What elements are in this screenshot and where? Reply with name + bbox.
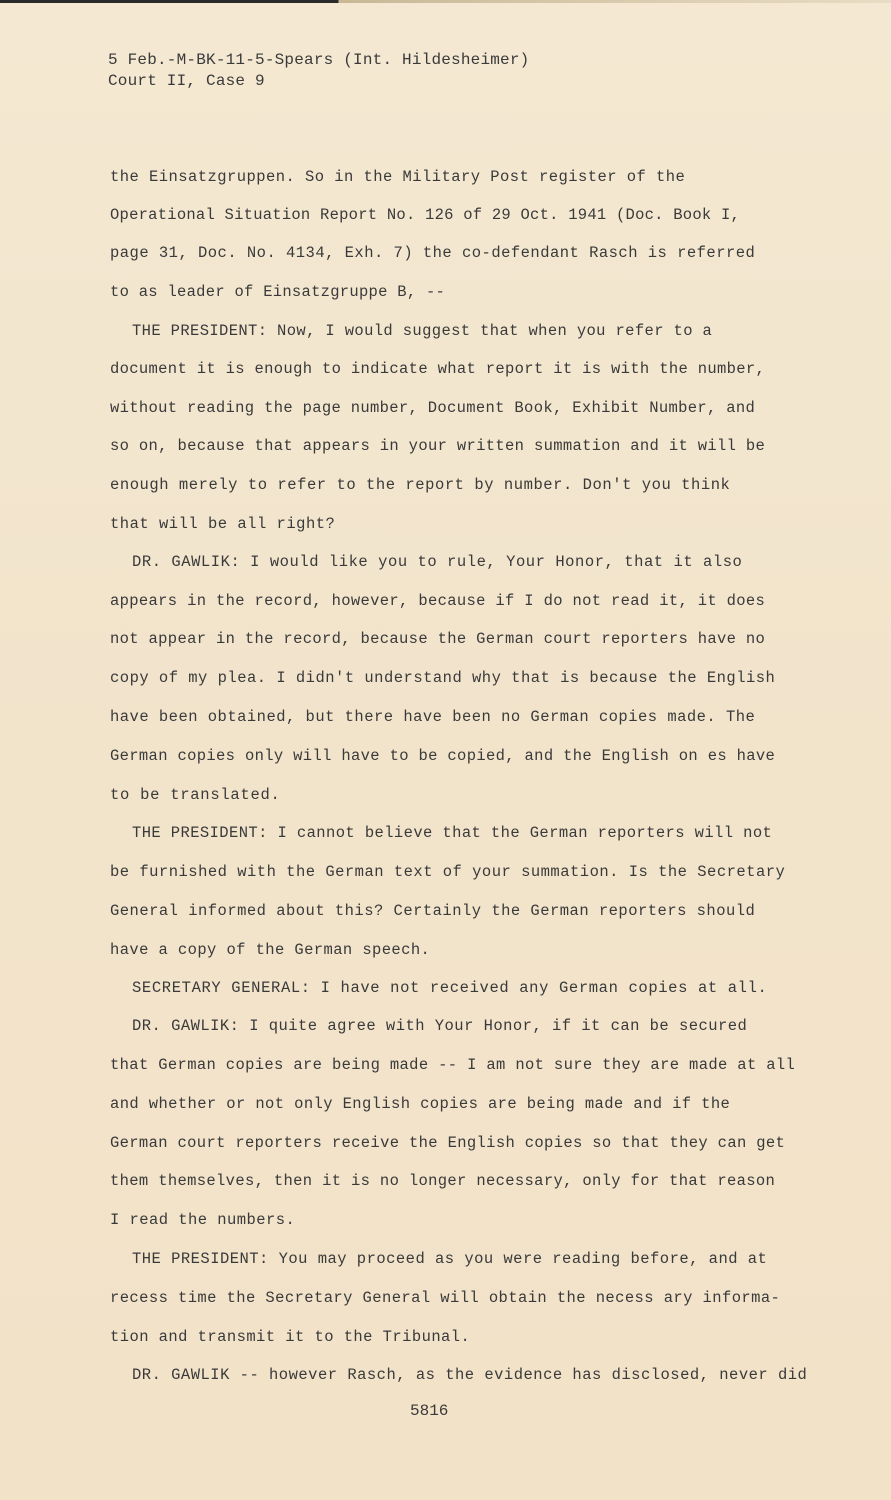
scan-top-edge — [0, 0, 891, 3]
text-line: tion and transmit it to the Tribunal. — [110, 1328, 471, 1346]
text-line: that will be all right? — [110, 515, 336, 533]
text-line: enough merely to refer to the report by number. Don't you think — [110, 476, 731, 494]
speaker-line: SECRETARY GENERAL: I have not received any German copies at all. — [132, 979, 768, 997]
text-line: I read the numbers. — [110, 1211, 296, 1229]
speaker-line: THE PRESIDENT: Now, I would suggest that when you refer to a — [132, 322, 713, 340]
text-line: have been obtained, but there have been no German copies made. The — [110, 708, 756, 726]
header-line-2: Court II, Case 9 — [108, 72, 265, 90]
text-line: to be translated. — [110, 786, 281, 804]
page-number: 5816 — [410, 1402, 449, 1420]
text-line: document it is enough to indicate what report it is with the number, — [110, 360, 766, 378]
text-line: not appear in the record, because the German court reporters have no — [110, 630, 766, 648]
text-line: that German copies are being made -- I am not sure they are made at all — [110, 1056, 796, 1074]
text-line: German copies only will have to be copied, and the English on es have — [110, 747, 776, 765]
text-line: page 31, Doc. No. 4134, Exh. 7) the co-defendant Rasch is referred — [110, 244, 756, 262]
text-line: so on, because that appears in your written summation and it will be — [110, 437, 766, 455]
text-line: copy of my plea. I didn't understand why that is because the English — [110, 669, 776, 687]
speaker-line: DR. GAWLIK -- however Rasch, as the evidence has disclosed, never did — [132, 1366, 808, 1384]
header-line-1: 5 Feb.-M-BK-11-5-Spears (Int. Hildesheimer) — [108, 51, 530, 69]
text-line: appears in the record, however, because if I do not read it, it does — [110, 592, 766, 610]
text-line: Operational Situation Report No. 126 of 29 Oct. 1941 (Doc. Book I, — [110, 206, 741, 224]
speaker-line: DR. GAWLIK: I would like you to rule, Your Honor, that it also — [132, 553, 743, 571]
text-line: and whether or not only English copies are being made and if the — [110, 1095, 731, 1113]
text-line: have a copy of the German speech. — [110, 941, 431, 959]
document-header — [108, 50, 529, 92]
text-line: recess time the Secretary General will obtain the necess ary informa- — [110, 1289, 781, 1307]
text-line: without reading the page number, Document Book, Exhibit Number, and — [110, 399, 756, 417]
text-line: to as leader of Einsatzgruppe B, -- — [110, 283, 446, 301]
text-line: be furnished with the German text of your summation. Is the Secretary — [110, 863, 786, 881]
speaker-line: THE PRESIDENT: You may proceed as you were reading before, and at — [132, 1250, 768, 1268]
text-line: German court reporters receive the English copies so that they can get — [110, 1134, 786, 1152]
text-line: them themselves, then it is no longer necessary, only for that reason — [110, 1172, 776, 1190]
speaker-line: DR. GAWLIK: I quite agree with Your Honor, if it can be secured — [132, 1017, 748, 1035]
speaker-line: THE PRESIDENT: I cannot believe that the German reporters will not — [132, 824, 773, 842]
text-line: General informed about this? Certainly the German reporters should — [110, 902, 756, 920]
text-line: the Einsatzgruppen. So in the Military Post register of the — [110, 168, 686, 186]
